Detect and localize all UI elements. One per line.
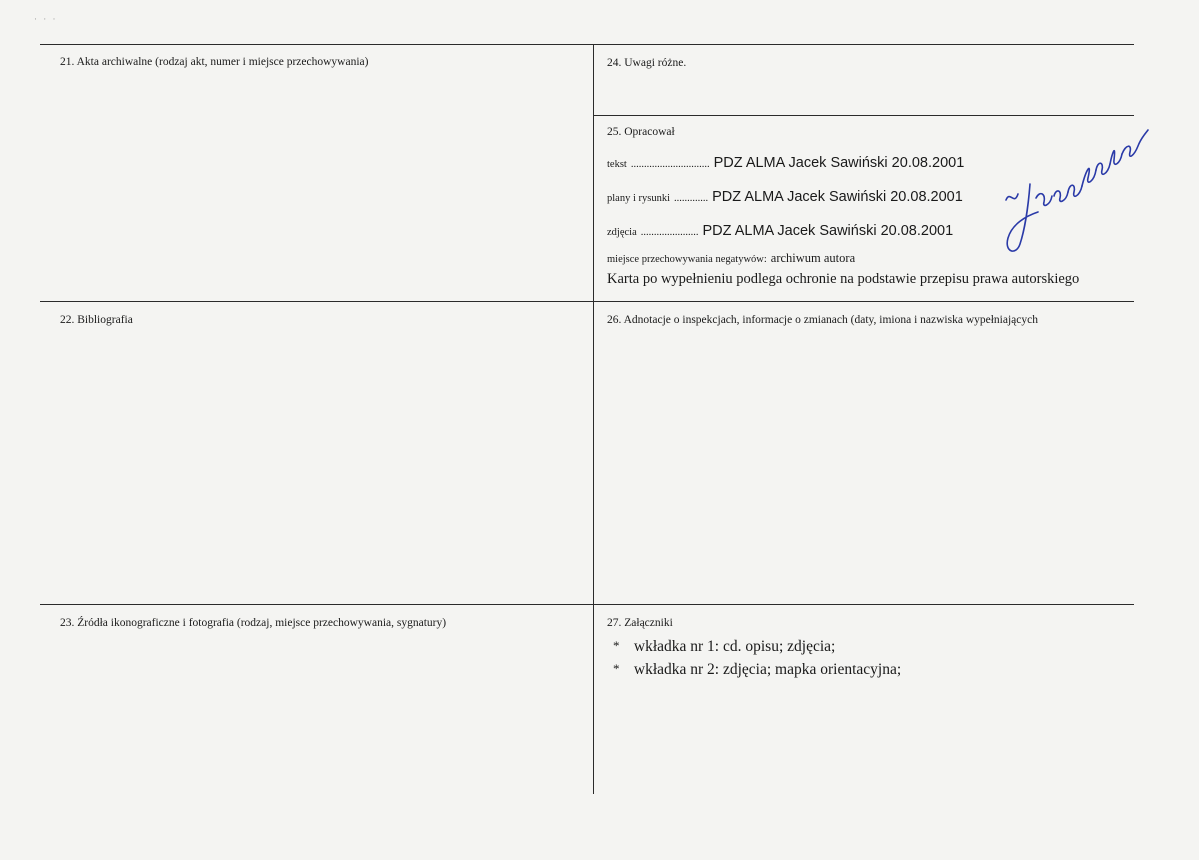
scan-specks: · · · xyxy=(34,14,58,24)
bullet-star: * xyxy=(613,638,620,653)
row-dots: ...................... xyxy=(640,227,699,238)
negatives-row xyxy=(607,249,855,267)
author-row-plans xyxy=(607,188,963,206)
row-label: plany i rysunki xyxy=(607,193,670,204)
bullet-star: * xyxy=(613,661,620,676)
section-26-label: 26. Adnotacje o inspekcjach, informacje o zmianach (daty, imiona i nazwiska wypełniających xyxy=(607,314,1038,326)
row-dots: ............. xyxy=(674,193,709,204)
attachment-text: wkładka nr 1: cd. opisu; zdjęcia; xyxy=(633,638,836,655)
row-value: PDZ ALMA Jacek Sawiński 20.08.2001 xyxy=(702,223,954,239)
section-25-label: 25. Opracował xyxy=(607,126,675,138)
rule-row1 xyxy=(40,301,1134,302)
section-24-label: 24. Uwagi różne. xyxy=(607,57,687,69)
attachment-item xyxy=(613,638,835,656)
section-21-label: 21. Akta archiwalne (rodzaj akt, numer i miejsce przechowywania) xyxy=(60,56,369,68)
row-label: zdjęcia xyxy=(607,227,637,238)
copyright-note: Karta po wypełnieniu podlega ochronie na podstawie przepisu prawa autorskiego xyxy=(607,271,1080,287)
section-27-label: 27. Załączniki xyxy=(607,617,673,629)
row-label: tekst xyxy=(607,159,627,170)
negatives-label: miejsce przechowywania negatywów: xyxy=(607,254,767,265)
attachment-item xyxy=(613,661,901,679)
row-dots: .............................. xyxy=(630,159,710,170)
section-22-label: 22. Bibliografia xyxy=(60,314,133,326)
author-row-photos xyxy=(607,222,953,240)
section-23-label: 23. Źródła ikonograficzne i fotografia (rodzaj, miejsce przechowywania, sygnatury) xyxy=(60,617,447,629)
attachment-text: wkładka nr 2: zdjęcia; mapka orientacyjna; xyxy=(633,661,902,678)
signature xyxy=(1000,120,1150,260)
author-row-text xyxy=(607,154,964,172)
row-value: PDZ ALMA Jacek Sawiński 20.08.2001 xyxy=(713,155,965,171)
top-rule xyxy=(40,44,1134,45)
negatives-value: archiwum autora xyxy=(770,251,856,265)
rule-row2 xyxy=(40,604,1134,605)
row-value: PDZ ALMA Jacek Sawiński 20.08.2001 xyxy=(712,189,963,205)
center-divider xyxy=(593,44,594,794)
rule-24-25 xyxy=(594,115,1134,116)
